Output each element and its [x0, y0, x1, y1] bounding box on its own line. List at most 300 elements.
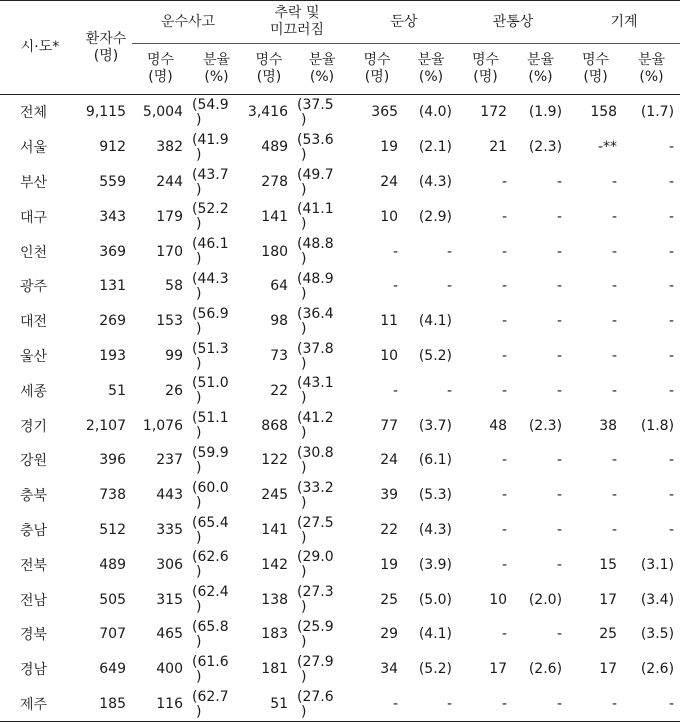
transport-rate-cell-close-paren: ) — [196, 390, 202, 407]
fall-rate-cell-text — [297, 481, 334, 511]
fall-rate-cell-close-paren: ) — [301, 251, 307, 268]
rate-header-label: 분율 — [638, 52, 666, 68]
transport-rate-cell-close-paren: ) — [196, 251, 202, 268]
fall-rate-cell — [294, 339, 350, 374]
table-row — [0, 373, 680, 408]
transport-rate-cell-text — [192, 550, 229, 580]
fall-rate-cell-close-paren: ) — [301, 633, 307, 650]
table-row — [0, 130, 680, 165]
penetrating-rate-cell: - — [556, 626, 563, 643]
group-header-machine — [568, 1, 680, 44]
transport-rate-cell-value: (43.7 — [192, 166, 229, 183]
fall-count-cell: 141 — [261, 208, 289, 225]
region-cell: 세종 — [20, 383, 48, 400]
patients-cell: 193 — [99, 347, 126, 364]
fall-rate-cell — [294, 513, 350, 548]
region-cell: 강원 — [20, 453, 48, 470]
transport-rate-cell-value: (44.3 — [192, 270, 229, 287]
transport-rate-cell-close-paren: ) — [196, 668, 202, 685]
fall-rate-cell-close-paren: ) — [301, 529, 307, 546]
fall-rate-cell-close-paren: ) — [301, 112, 307, 128]
count-header-label: 명수 — [582, 52, 610, 68]
blunt-count-cell: 19 — [380, 556, 399, 573]
table-row — [0, 95, 680, 130]
blunt-count-cell: 24 — [380, 452, 399, 469]
penetrating-rate-cell: (2.3) — [528, 139, 563, 156]
blunt-count-cell: 11 — [380, 313, 399, 330]
fall-rate-cell — [294, 269, 350, 304]
transport-rate-cell-value: (51.3 — [192, 340, 229, 357]
patients-cell: 131 — [99, 278, 126, 295]
table-row — [0, 443, 680, 478]
transport-rate-cell-text — [192, 516, 229, 546]
transport-rate-cell-value: (60.0 — [192, 479, 229, 496]
fall-rate-cell — [294, 443, 350, 478]
blunt-rate-cell: (5.3) — [418, 487, 453, 504]
transport-rate-cell-text — [192, 690, 229, 720]
machine-count-cell: - — [611, 382, 618, 399]
transport-rate-cell-close-paren: ) — [196, 599, 202, 616]
fall-rate-cell — [294, 130, 350, 165]
blunt-count-cell: 24 — [380, 173, 399, 190]
transport-rate-cell-text — [192, 133, 229, 163]
blunt-rate-cell: (4.0) — [418, 104, 453, 121]
transport-rate-cell — [189, 130, 244, 165]
rate-header — [623, 44, 680, 95]
transport-rate-cell-value: (46.1 — [192, 236, 229, 253]
transport-rate-cell-close-paren: ) — [196, 320, 202, 337]
penetrating-count-cell: - — [501, 208, 508, 225]
group-header-line1: 기계 — [610, 13, 638, 30]
transport-rate-cell — [189, 95, 244, 130]
table-row — [0, 547, 680, 582]
fall-rate-cell — [294, 687, 350, 722]
region-cell: 전북 — [20, 557, 48, 574]
transport-count-cell: 1,076 — [142, 417, 183, 434]
group-header-line2: 미끄러짐 — [269, 22, 325, 38]
region-cell: 전체 — [20, 105, 48, 122]
patients-cell: 707 — [99, 626, 126, 643]
machine-count-cell: - — [611, 278, 618, 295]
fall-rate-cell-close-paren: ) — [301, 425, 307, 442]
patients-cell: 505 — [99, 591, 126, 608]
rate-header-label: 분율 — [527, 52, 555, 68]
transport-rate-cell-close-paren: ) — [196, 529, 202, 546]
transport-count-cell: 306 — [156, 556, 183, 573]
transport-rate-cell — [189, 408, 244, 443]
machine-rate-cell: - — [623, 687, 680, 722]
machine-rate-cell: - — [668, 139, 675, 156]
count-header-label: 명수 — [472, 52, 500, 68]
fall-count-cell: 138 — [261, 591, 289, 608]
rate-header — [404, 44, 458, 95]
transport-rate-cell-close-paren: ) — [196, 494, 202, 511]
fall-count-cell: 278 — [261, 173, 289, 190]
blunt-rate-cell: (5.2) — [418, 661, 453, 678]
rate-header-unit: (%) — [639, 69, 664, 85]
transport-rate-cell — [189, 547, 244, 582]
transport-rate-cell-text — [192, 237, 229, 267]
fall-rate-cell-value: (41.2 — [297, 410, 334, 427]
region-cell: 경기 — [20, 418, 48, 435]
machine-rate-cell: - — [668, 243, 675, 260]
transport-rate-cell — [189, 199, 244, 234]
transport-rate-cell-text — [192, 98, 229, 128]
fall-rate-cell — [294, 478, 350, 513]
fall-rate-cell-text — [297, 307, 334, 337]
transport-rate-cell-value: (52.2 — [192, 201, 229, 218]
region-cell: 충남 — [20, 522, 48, 539]
blunt-count-cell: - — [350, 687, 404, 722]
machine-count-cell: 25 — [599, 626, 618, 643]
region-cell: 광주 — [20, 279, 48, 296]
fall-count-cell: 141 — [261, 521, 289, 538]
blunt-count-cell: 39 — [380, 487, 399, 504]
transport-count-cell: 443 — [156, 487, 183, 504]
fall-rate-cell-text — [297, 237, 334, 267]
fall-rate-cell-text — [297, 133, 334, 163]
table-row — [0, 408, 680, 443]
penetrating-count-cell: - — [501, 347, 508, 364]
fall-rate-cell-value: (48.8 — [297, 236, 334, 253]
region-cell: 전남 — [20, 592, 48, 609]
fall-rate-cell-value: (43.1 — [297, 375, 334, 392]
blunt-rate-cell: - — [404, 687, 458, 722]
transport-rate-cell — [189, 269, 244, 304]
patients-header-unit: (명) — [93, 47, 119, 64]
penetrating-rate-cell: - — [513, 687, 568, 722]
transport-count-cell: 465 — [156, 626, 183, 643]
fall-rate-cell-text — [297, 411, 334, 441]
table-row — [0, 339, 680, 374]
penetrating-rate-cell: - — [556, 347, 563, 364]
fall-count-cell: 22 — [270, 382, 289, 399]
count-header — [350, 44, 404, 95]
region-cell: 부산 — [20, 174, 48, 191]
transport-count-cell: 335 — [156, 521, 183, 538]
fall-rate-cell — [294, 304, 350, 339]
fall-rate-cell-value: (25.9 — [297, 618, 334, 635]
group-header-line1: 운수사고 — [160, 13, 216, 30]
fall-rate-cell-value: (27.6 — [297, 688, 334, 705]
table-header — [0, 1, 680, 95]
fall-rate-cell — [294, 617, 350, 652]
blunt-rate-cell: (4.3) — [418, 173, 453, 190]
penetrating-rate-cell: - — [556, 278, 563, 295]
penetrating-count-cell: - — [501, 313, 508, 330]
blunt-count-cell: - — [392, 382, 399, 399]
machine-rate-cell: (1.8) — [640, 417, 675, 434]
blunt-count-cell: 10 — [380, 347, 399, 364]
penetrating-rate-cell: - — [556, 452, 563, 469]
count-header-unit: (명) — [583, 69, 608, 85]
transport-rate-cell — [189, 582, 244, 617]
transport-rate-cell — [189, 339, 244, 374]
fall-rate-cell-close-paren: ) — [301, 564, 307, 581]
blunt-rate-cell: (5.0) — [418, 591, 453, 608]
machine-count-cell: - — [611, 521, 618, 538]
patients-cell: 649 — [99, 661, 126, 678]
table-row — [0, 199, 680, 234]
blunt-count-cell: 25 — [380, 591, 399, 608]
blunt-rate-cell: (2.1) — [418, 139, 453, 156]
transport-rate-cell-close-paren: ) — [196, 459, 202, 476]
group-header-penetrating — [458, 1, 568, 44]
table-row — [0, 617, 680, 652]
fall-count-cell: 122 — [261, 452, 289, 469]
fall-rate-cell-text — [297, 620, 334, 650]
table-row — [0, 582, 680, 617]
transport-rate-cell-value: (62.7 — [192, 688, 229, 705]
table-row — [0, 478, 680, 513]
fall-rate-cell-value: (27.3 — [297, 584, 334, 601]
fall-rate-cell-close-paren: ) — [301, 599, 307, 616]
penetrating-rate-cell: - — [556, 173, 563, 190]
transport-rate-cell-close-paren: ) — [196, 216, 202, 233]
rate-header-label: 분율 — [308, 52, 336, 68]
region-cell: 대구 — [20, 209, 48, 226]
region-cell: 충북 — [20, 488, 48, 505]
blunt-count-cell: 77 — [380, 417, 399, 434]
region-cell: 울산 — [20, 348, 48, 365]
penetrating-rate-cell: (2.6) — [528, 661, 563, 678]
fall-rate-cell-value: (41.1 — [297, 201, 334, 218]
blunt-rate-cell: (3.7) — [418, 417, 453, 434]
patients-header-label: 환자수 — [85, 30, 127, 47]
patients-header — [80, 1, 132, 95]
fall-rate-cell-close-paren: ) — [301, 181, 307, 198]
blunt-rate-cell: (2.9) — [418, 208, 453, 225]
penetrating-count-cell: - — [458, 687, 513, 722]
fall-count-cell: 180 — [261, 243, 289, 260]
group-header-line1: 관통상 — [492, 13, 534, 30]
fall-rate-cell-close-paren: ) — [301, 390, 307, 407]
table-row — [0, 234, 680, 269]
patients-cell: 9,115 — [85, 104, 126, 121]
fall-rate-cell-value: (27.9 — [297, 653, 334, 670]
fall-count-cell: 142 — [261, 556, 289, 573]
region-cell: 제주 — [0, 687, 80, 722]
fall-rate-cell — [294, 582, 350, 617]
blunt-count-cell: 29 — [380, 626, 399, 643]
blunt-count-cell: - — [392, 278, 399, 295]
machine-rate-cell: (3.5) — [640, 626, 675, 643]
group-header-line1: 추락 및 — [274, 5, 320, 21]
fall-rate-cell — [294, 652, 350, 687]
fall-rate-cell-text — [297, 272, 334, 302]
transport-count-cell: 153 — [156, 313, 183, 330]
penetrating-count-cell: - — [501, 556, 508, 573]
blunt-rate-cell: (6.1) — [418, 452, 453, 469]
transport-rate-cell-value: (62.4 — [192, 584, 229, 601]
count-header-unit: (명) — [148, 69, 173, 85]
machine-count-cell: - — [568, 687, 623, 722]
blunt-rate-cell: - — [446, 278, 453, 295]
transport-rate-cell — [189, 443, 244, 478]
fall-rate-cell-text — [297, 202, 334, 232]
count-header-label: 명수 — [363, 52, 391, 68]
fall-rate-cell-value: (37.8 — [297, 340, 334, 357]
machine-rate-cell: - — [668, 521, 675, 538]
transport-rate-cell — [189, 617, 244, 652]
fall-rate-cell — [294, 234, 350, 269]
count-header-unit: (명) — [364, 69, 390, 85]
blunt-count-cell: 365 — [371, 104, 399, 121]
fall-count-cell: 489 — [261, 139, 289, 156]
patients-cell: 51 — [108, 382, 126, 399]
fall-rate-cell-text — [297, 376, 334, 406]
fall-rate-cell — [294, 373, 350, 408]
group-header-line1: 둔상 — [390, 13, 418, 30]
machine-rate-cell: (2.6) — [640, 661, 675, 678]
penetrating-rate-cell: - — [556, 243, 563, 260]
machine-count-cell: 15 — [599, 556, 618, 573]
transport-rate-cell — [189, 373, 244, 408]
rate-header-unit: (%) — [204, 69, 229, 85]
machine-rate-cell: (1.7) — [640, 104, 675, 121]
fall-rate-cell — [294, 95, 350, 130]
machine-count-cell: 158 — [590, 104, 618, 121]
transport-count-cell: 26 — [165, 382, 183, 399]
fall-rate-cell — [294, 547, 350, 582]
transport-rate-cell-close-paren: ) — [196, 633, 202, 650]
table-row — [0, 513, 680, 548]
machine-rate-cell: - — [668, 347, 675, 364]
transport-rate-cell-text — [192, 342, 229, 372]
penetrating-count-cell: - — [501, 243, 508, 260]
blunt-rate-cell: (4.3) — [418, 521, 453, 538]
fall-count-cell: 98 — [270, 313, 289, 330]
machine-rate-cell: - — [668, 452, 675, 469]
machine-count-cell: - — [611, 243, 618, 260]
transport-rate-cell-text — [192, 307, 229, 337]
penetrating-rate-cell: (2.0) — [528, 591, 563, 608]
transport-rate-cell — [189, 687, 244, 722]
fall-count-cell: 868 — [261, 417, 289, 434]
fall-rate-cell-text — [297, 168, 334, 198]
fall-count-cell: 3,416 — [247, 104, 289, 121]
penetrating-count-cell: 172 — [480, 104, 508, 121]
machine-count-cell: 17 — [599, 661, 618, 678]
fall-rate-cell — [294, 408, 350, 443]
transport-rate-cell-value: (51.1 — [192, 410, 229, 427]
transport-rate-cell-close-paren: ) — [196, 146, 202, 163]
table-row — [0, 269, 680, 304]
fall-rate-cell-value: (53.6 — [297, 131, 334, 148]
fall-rate-cell-value: (37.5 — [297, 97, 334, 113]
region-cell: 경남 — [20, 662, 48, 679]
fall-rate-cell-value: (48.9 — [297, 270, 334, 287]
fall-rate-cell-close-paren: ) — [301, 320, 307, 337]
table-body — [0, 95, 680, 722]
count-header-unit: (명) — [473, 69, 498, 85]
transport-rate-cell-text — [192, 620, 229, 650]
transport-rate-cell-text — [192, 446, 229, 476]
rate-header-unit: (%) — [528, 69, 553, 85]
fall-rate-cell-close-paren: ) — [301, 146, 307, 163]
transport-rate-cell-text — [192, 481, 229, 511]
count-header — [132, 44, 189, 95]
transport-rate-cell-value: (51.0 — [192, 375, 229, 392]
transport-rate-cell-text — [192, 376, 229, 406]
blunt-rate-cell: - — [446, 382, 453, 399]
region-cell: 대전 — [20, 314, 48, 331]
penetrating-count-cell: - — [501, 382, 508, 399]
rate-header — [513, 44, 568, 95]
transport-count-cell: 58 — [165, 278, 183, 295]
transport-count-cell: 179 — [156, 208, 183, 225]
transport-count-cell: 237 — [156, 452, 183, 469]
machine-rate-cell: (3.1) — [640, 556, 675, 573]
fall-rate-cell-text — [297, 516, 334, 546]
transport-rate-cell — [189, 652, 244, 687]
transport-rate-cell-close-paren: ) — [196, 703, 202, 720]
fall-rate-cell-close-paren: ) — [301, 355, 307, 372]
penetrating-count-cell: - — [501, 173, 508, 190]
fall-rate-cell — [294, 165, 350, 200]
transport-rate-cell-value: (65.4 — [192, 514, 229, 531]
penetrating-count-cell: 17 — [489, 661, 508, 678]
count-header-label: 명수 — [255, 52, 283, 68]
patients-cell: 269 — [99, 313, 126, 330]
fall-rate-cell-close-paren: ) — [301, 459, 307, 476]
machine-rate-cell: (3.4) — [640, 591, 675, 608]
patients-cell: 2,107 — [85, 417, 126, 434]
group-header-blunt — [350, 1, 458, 44]
count-header — [244, 44, 294, 95]
penetrating-count-cell: 21 — [489, 139, 508, 156]
count-header — [458, 44, 513, 95]
penetrating-count-cell: - — [501, 626, 508, 643]
blunt-count-cell: 34 — [380, 661, 399, 678]
fall-rate-cell — [294, 199, 350, 234]
patients-cell: 396 — [99, 452, 126, 469]
transport-rate-cell-value: (61.6 — [192, 653, 229, 670]
fall-rate-cell-text — [297, 690, 334, 720]
blunt-rate-cell: (4.1) — [418, 313, 453, 330]
count-header-unit: (명) — [256, 69, 282, 85]
transport-rate-cell — [189, 165, 244, 200]
fall-rate-cell-value: (49.7 — [297, 166, 334, 183]
fall-rate-cell-close-paren: ) — [301, 703, 307, 720]
transport-count-cell: 400 — [156, 661, 183, 678]
transport-rate-cell — [189, 478, 244, 513]
fall-rate-cell-value: (33.2 — [297, 479, 334, 496]
fall-count-cell: 183 — [261, 626, 289, 643]
region-cell: 서울 — [20, 140, 48, 157]
transport-rate-cell — [189, 234, 244, 269]
table-row — [0, 652, 680, 687]
table-row — [0, 304, 680, 339]
transport-count-cell: 99 — [165, 347, 183, 364]
transport-rate-cell-close-paren: ) — [196, 355, 202, 372]
fall-rate-cell-text — [297, 98, 334, 128]
penetrating-count-cell: - — [501, 487, 508, 504]
machine-rate-cell: - — [668, 278, 675, 295]
rate-header-label: 분율 — [202, 52, 231, 68]
rate-header — [294, 44, 350, 95]
region-header: 시·도* — [0, 1, 80, 95]
machine-count-cell: 38 — [599, 417, 618, 434]
transport-rate-cell-text — [192, 585, 229, 615]
transport-rate-cell-text — [192, 411, 229, 441]
fall-count-cell: 73 — [270, 347, 289, 364]
patients-cell: 185 — [80, 687, 132, 722]
penetrating-rate-cell: - — [556, 208, 563, 225]
transport-rate-cell-value: (62.6 — [192, 549, 229, 566]
patients-cell: 912 — [99, 139, 126, 156]
patients-cell: 489 — [99, 556, 126, 573]
